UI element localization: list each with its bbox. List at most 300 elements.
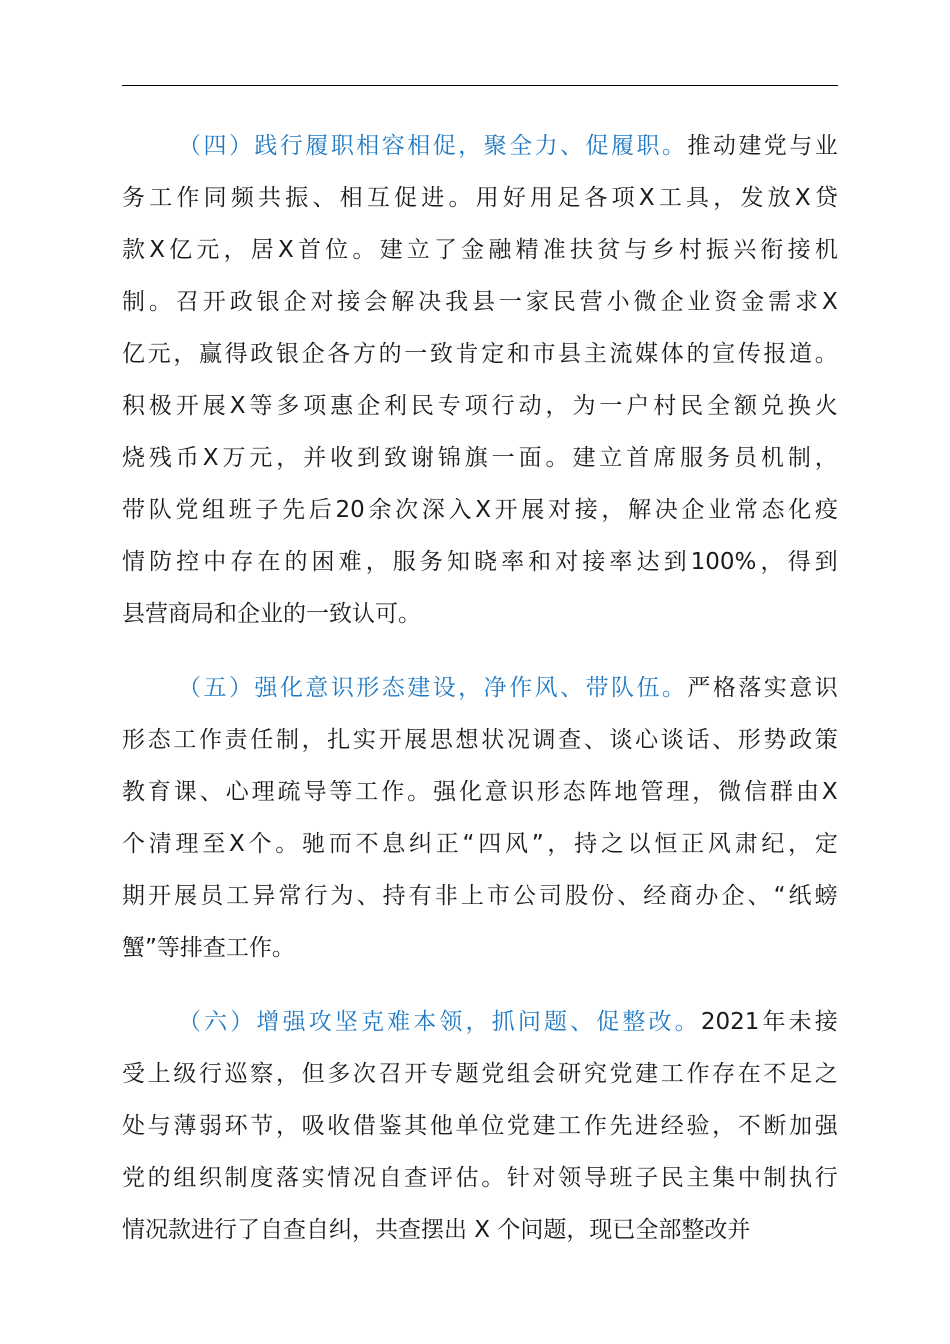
body-glyph: 民: [552, 289, 576, 315]
body-glyph: 乡: [651, 237, 675, 263]
body-glyph: 势: [763, 727, 787, 753]
section-heading-glyph: 识: [330, 675, 354, 701]
body-glyph: 存: [230, 549, 254, 575]
section-heading-glyph: 态: [381, 675, 405, 701]
section-heading-glyph: 意: [305, 675, 329, 701]
body-glyph: 困: [311, 549, 335, 575]
body-glyph: 企: [283, 289, 307, 315]
body-glyph: 。: [448, 185, 472, 211]
body-glyph: 四: [478, 831, 502, 857]
section-heading-glyph: 本: [413, 1009, 437, 1035]
body-glyph: 、: [199, 779, 223, 805]
body-glyph: 体: [660, 341, 684, 367]
body-glyph: 工: [355, 779, 379, 805]
body-glyph: 开: [148, 883, 172, 909]
body-glyph: 但: [301, 1061, 325, 1087]
section-heading-glyph: ）: [230, 1009, 254, 1035]
body-glyph: 队: [148, 497, 172, 523]
body-glyph: 子: [635, 1165, 659, 1191]
body-glyph: 他: [429, 1113, 453, 1139]
body-glyph: 各: [584, 185, 608, 211]
section-heading-glyph: 坚: [334, 1009, 358, 1035]
body-glyph: 亿: [169, 237, 193, 263]
section-heading-glyph: 问: [517, 1009, 541, 1035]
paragraph-first-line: [122, 996, 838, 1048]
body-glyph: 清: [148, 831, 172, 857]
body-glyph: 共: [258, 185, 282, 211]
body-glyph: 先: [609, 1113, 633, 1139]
body-glyph: 企: [357, 393, 381, 419]
section-heading-glyph: （: [178, 133, 201, 159]
body-glyph: X: [638, 185, 655, 211]
paragraph-line: [122, 484, 838, 536]
paragraph-line: [122, 714, 838, 766]
body-glyph: 接: [787, 237, 811, 263]
body-glyph: 建: [379, 237, 403, 263]
body-glyph: 加: [789, 1113, 813, 1139]
body-glyph: 村: [678, 237, 702, 263]
body-glyph: 扶: [569, 237, 593, 263]
body-glyph: 党: [122, 1165, 145, 1191]
body-glyph: 媒: [635, 341, 659, 367]
body-glyph: 动: [518, 393, 542, 419]
section-heading-glyph: 全: [509, 133, 533, 159]
body-glyph: 建: [738, 133, 762, 159]
body-glyph: 务: [122, 185, 145, 211]
body-glyph: 工: [660, 1061, 684, 1087]
body-glyph: 话: [686, 727, 710, 753]
body-glyph: X: [149, 237, 165, 263]
section-heading-glyph: 促: [596, 1009, 620, 1035]
body-glyph: 查: [558, 727, 582, 753]
body-glyph: 组: [202, 497, 226, 523]
body-glyph: 态: [562, 779, 586, 805]
body-glyph: 元: [249, 445, 273, 471]
body-glyph: 意: [789, 675, 813, 701]
body-glyph: 银: [275, 341, 299, 367]
body-glyph: 发: [740, 185, 764, 211]
body-glyph: 与: [624, 237, 648, 263]
body-glyph: 、: [712, 727, 736, 753]
body-glyph: 上: [460, 883, 484, 909]
paragraph-line: [122, 818, 838, 870]
body-glyph: ，: [788, 831, 812, 857]
body-glyph: 对: [532, 1165, 556, 1191]
body-glyph: 防: [149, 549, 173, 575]
body-glyph: 察: [250, 1061, 274, 1087]
paragraph-gap: [122, 640, 838, 662]
body-glyph: 制: [275, 727, 299, 753]
body-glyph: 兴: [733, 237, 757, 263]
body-glyph: 锦: [437, 445, 461, 471]
body-glyph: 、: [617, 883, 641, 909]
body-glyph: 单: [455, 1113, 479, 1139]
body-glyph: 工: [226, 883, 250, 909]
body-glyph: 频: [230, 185, 254, 211]
body-glyph: 强: [433, 779, 457, 805]
body-glyph: 金: [741, 289, 765, 315]
section-heading-glyph: 力: [534, 133, 558, 159]
body-glyph: 对: [555, 549, 579, 575]
body-glyph: 宣: [712, 341, 736, 367]
body-glyph: 以: [627, 831, 651, 857]
body-glyph: 余: [368, 497, 392, 523]
body-glyph: 解: [391, 289, 415, 315]
paragraph-line: [122, 588, 838, 640]
body-glyph: 执: [789, 1165, 813, 1191]
body-glyph: 工: [149, 185, 173, 211]
body-glyph: 控: [176, 549, 200, 575]
body-glyph: 受: [122, 1061, 145, 1087]
body-glyph: 形: [122, 727, 145, 753]
section-heading-glyph: 攻: [308, 1009, 332, 1035]
body-glyph: 企: [721, 883, 745, 909]
body-glyph: 了: [433, 237, 457, 263]
body-glyph: 市: [532, 341, 556, 367]
body-glyph: 恒: [654, 831, 678, 857]
body-glyph: 查: [404, 1165, 428, 1191]
body-glyph: 其: [404, 1113, 428, 1139]
section-heading-glyph: 领: [439, 1009, 463, 1035]
body-glyph: 行: [491, 393, 515, 419]
section-heading-glyph: 化: [279, 675, 303, 701]
body-glyph: 导: [583, 1165, 607, 1191]
body-glyph: 好: [502, 185, 526, 211]
body-glyph: 会: [364, 289, 388, 315]
body-glyph: 员: [200, 883, 224, 909]
body-glyph: 情: [122, 549, 145, 575]
body-glyph: 党: [481, 1061, 505, 1087]
body-glyph: 政: [789, 727, 813, 753]
body-glyph: 吸: [301, 1113, 325, 1139]
section-heading-glyph: 整: [622, 1009, 646, 1035]
body-glyph: 化: [458, 779, 482, 805]
section-heading-glyph: 履: [305, 133, 329, 159]
body-glyph: 首: [297, 237, 321, 263]
paragraph-five: [122, 662, 838, 974]
body-glyph: 服: [392, 549, 416, 575]
body-glyph: 不: [763, 1061, 787, 1087]
body-glyph: 在: [737, 1061, 761, 1087]
body-glyph: 评: [429, 1165, 453, 1191]
section-heading-glyph: ，: [458, 675, 482, 701]
body-glyph: 化: [788, 497, 812, 523]
body-glyph: 制: [763, 1165, 787, 1191]
body-glyph: 开: [404, 1061, 428, 1087]
body-glyph: 识: [814, 675, 838, 701]
body-glyph: 达: [636, 549, 660, 575]
body-glyph: 肯: [455, 341, 479, 367]
body-glyph: 格: [712, 675, 736, 701]
body-glyph: 接: [582, 549, 606, 575]
body-glyph: 具: [686, 185, 710, 211]
body-glyph: 兑: [760, 393, 784, 419]
body-glyph: 对: [548, 497, 572, 523]
body-glyph: 衔: [760, 237, 784, 263]
body-glyph: 流: [609, 341, 633, 367]
header-rule: [122, 85, 838, 86]
section-heading-glyph: 难: [387, 1009, 411, 1035]
body-glyph: 疫: [814, 497, 838, 523]
body-glyph: 首: [626, 445, 650, 471]
body-glyph: 位: [325, 237, 349, 263]
body-glyph: 户: [626, 393, 650, 419]
body-glyph: 率: [501, 549, 525, 575]
body-glyph: 风: [504, 831, 528, 857]
body-glyph: 款: [122, 237, 145, 263]
body-glyph: 定: [481, 341, 505, 367]
body-glyph: 旗: [464, 445, 488, 471]
paragraph-line: [122, 380, 838, 432]
section-heading-glyph: 带: [585, 675, 609, 701]
body-glyph: 资: [714, 289, 738, 315]
body-glyph: ，: [223, 237, 247, 263]
body-glyph: 建: [635, 1061, 659, 1087]
body-glyph: 借: [352, 1113, 376, 1139]
body-glyph: 中: [737, 1165, 761, 1191]
body-glyph: 定: [814, 831, 838, 857]
body-glyph: 一: [404, 341, 428, 367]
body-glyph: 到: [663, 549, 687, 575]
body-glyph: 形: [536, 779, 560, 805]
paragraph-line: [122, 1100, 838, 1152]
body-glyph: 到: [357, 445, 381, 471]
body-glyph: 2021: [700, 1009, 760, 1035]
paragraph-first-line: [122, 662, 838, 714]
body-glyph: 验: [686, 1113, 710, 1139]
body-glyph: 、: [312, 185, 336, 211]
body-glyph: ”: [531, 831, 544, 857]
body-glyph: 行: [198, 1061, 222, 1087]
body-glyph: 行: [814, 1165, 838, 1191]
body-glyph: 司: [539, 883, 562, 909]
body-glyph: 业: [708, 497, 732, 523]
body-glyph: 进: [421, 185, 445, 211]
body-glyph: 推: [687, 133, 711, 159]
body-glyph: 非: [434, 883, 458, 909]
body-glyph: 振: [285, 185, 309, 211]
body-glyph: 建: [532, 1113, 556, 1139]
body-glyph: 。: [352, 237, 376, 263]
section-heading-glyph: 职: [636, 133, 660, 159]
body-glyph: 企: [660, 289, 684, 315]
body-glyph: 先: [282, 497, 306, 523]
body-glyph: 需: [768, 289, 792, 315]
body-glyph: 弱: [198, 1113, 222, 1139]
body-glyph: 接: [574, 497, 598, 523]
body-glyph: 到: [814, 549, 838, 575]
body-glyph: 建: [572, 445, 596, 471]
body-glyph: 一: [491, 445, 515, 471]
body-glyph: 经: [643, 883, 667, 909]
section-heading-glyph: 促: [585, 133, 609, 159]
body-glyph: 导: [303, 779, 327, 805]
body-glyph: 政: [229, 289, 253, 315]
body-glyph: 展: [174, 883, 198, 909]
body-glyph: 作: [686, 1061, 710, 1087]
body-glyph: 亿: [122, 341, 145, 367]
body-glyph: 实: [352, 727, 376, 753]
body-glyph: 服: [680, 445, 704, 471]
body-glyph: 状: [481, 727, 505, 753]
body-glyph: 常: [734, 497, 758, 523]
body-glyph: 惠: [330, 393, 354, 419]
body-glyph: 之: [814, 1061, 838, 1087]
body-glyph: 精: [515, 237, 539, 263]
body-glyph: 党: [175, 497, 199, 523]
body-glyph: 责: [224, 727, 248, 753]
body-glyph: 立: [406, 237, 430, 263]
body-glyph: 主: [686, 1165, 710, 1191]
body-glyph: 项: [303, 393, 327, 419]
paragraph-four: [122, 120, 838, 640]
body-glyph: 群: [770, 779, 794, 805]
body-glyph: 工: [558, 1113, 582, 1139]
body-glyph: 针: [506, 1165, 530, 1191]
body-glyph: 。: [148, 289, 172, 315]
body-glyph: 务: [419, 549, 443, 575]
body-glyph: 育: [147, 779, 171, 805]
section-heading-glyph: 题: [543, 1009, 567, 1035]
body-glyph: 薄: [173, 1113, 197, 1139]
section-heading-glyph: 改: [648, 1009, 672, 1035]
section-heading-glyph: 行: [279, 133, 303, 159]
body-glyph: 存: [712, 1061, 736, 1087]
body-glyph: 县: [558, 341, 582, 367]
body-glyph: X: [821, 779, 838, 805]
body-glyph: 专: [437, 393, 461, 419]
section-heading-glyph: ）: [228, 675, 252, 701]
section-heading-glyph: 、: [570, 1009, 594, 1035]
body-glyph: 营: [579, 289, 603, 315]
section-heading-glyph: ）: [228, 133, 252, 159]
body-glyph: 心: [635, 727, 659, 753]
section-heading-glyph: 抓: [491, 1009, 515, 1035]
body-glyph: 与: [147, 1113, 171, 1139]
body-glyph: 作: [583, 1113, 607, 1139]
body-glyph: 家: [525, 289, 549, 315]
body-glyph: 。: [545, 445, 569, 471]
body-glyph: 为: [330, 883, 354, 909]
body-glyph: “: [773, 883, 786, 909]
body-glyph: 度: [250, 1165, 274, 1191]
body-glyph: 市: [486, 883, 510, 909]
body-glyph: 之: [600, 831, 624, 857]
body-glyph: 意: [484, 779, 508, 805]
body-glyph: 一: [599, 393, 623, 419]
body-glyph: 谈: [609, 727, 633, 753]
body-glyph: 公: [512, 883, 536, 909]
body-glyph: 实: [301, 1165, 325, 1191]
body-glyph: ，: [692, 779, 716, 805]
body-glyph: 准: [542, 237, 566, 263]
body-glyph: 班: [609, 1165, 633, 1191]
section-heading-glyph: ，: [458, 133, 482, 159]
body-glyph: 进: [635, 1113, 659, 1139]
body-glyph: 个: [122, 831, 145, 857]
body-glyph: 晓: [474, 549, 498, 575]
body-glyph: 持: [382, 883, 406, 909]
body-glyph: 纪: [761, 831, 785, 857]
body-glyph: ，: [547, 831, 571, 857]
body-glyph: 业: [814, 133, 838, 159]
body-glyph: 次: [395, 497, 419, 523]
body-glyph: 20: [335, 497, 365, 523]
body-glyph: 等: [249, 393, 273, 419]
body-glyph: ，: [712, 1113, 736, 1139]
body-glyph: 扎: [327, 727, 351, 753]
body-glyph: 项: [611, 185, 635, 211]
body-glyph: 作: [381, 779, 405, 805]
body-glyph: 务: [707, 445, 731, 471]
body-glyph: 决: [418, 289, 442, 315]
body-glyph: 驰: [302, 831, 326, 857]
section-heading-glyph: （: [178, 1009, 201, 1035]
body-glyph: 在: [257, 549, 281, 575]
body-glyph: ，: [713, 185, 737, 211]
body-glyph: 行: [304, 883, 328, 909]
body-glyph: 贫: [597, 237, 621, 263]
paragraph-line: [122, 328, 838, 380]
body-glyph: 火: [814, 393, 838, 419]
body-glyph: ，: [276, 445, 300, 471]
body-glyph: 席: [653, 445, 677, 471]
body-glyph: 互: [366, 185, 390, 211]
body-glyph: 微: [633, 289, 657, 315]
body-glyph: 肃: [734, 831, 758, 857]
body-glyph: 并: [303, 445, 327, 471]
body-glyph: 足: [789, 1061, 813, 1087]
body-glyph: 得: [224, 341, 248, 367]
body-glyph: X: [821, 289, 838, 315]
body-glyph: 巡: [224, 1061, 248, 1087]
body-glyph: 烧: [122, 445, 145, 471]
body-glyph: 道: [789, 341, 813, 367]
section-heading-glyph: 、: [560, 675, 584, 701]
section-heading-glyph: 风: [534, 675, 558, 701]
body-glyph: 专: [429, 1061, 453, 1087]
body-glyph: 调: [532, 727, 556, 753]
body-glyph: 思: [429, 727, 453, 753]
body-glyph: 识: [510, 779, 534, 805]
body-glyph: 贷: [814, 185, 838, 211]
paragraph-line: [122, 1204, 838, 1256]
section-heading-glyph: 五: [203, 675, 227, 701]
body-glyph: 上: [147, 1061, 171, 1087]
body-glyph: 级: [173, 1061, 197, 1087]
body-glyph: 况: [352, 1165, 376, 1191]
body-glyph: 正: [435, 831, 459, 857]
paragraph-line: [122, 1048, 838, 1100]
section-heading-glyph: 强: [254, 675, 278, 701]
body-glyph: 接: [337, 289, 361, 315]
body-glyph: 机: [760, 445, 784, 471]
body-glyph: 心: [225, 779, 249, 805]
body-glyph: 严: [687, 675, 711, 701]
section-heading-glyph: 队: [610, 675, 634, 701]
section-heading-glyph: 。: [661, 675, 685, 701]
body-glyph: 收: [330, 445, 354, 471]
body-glyph: ，: [173, 341, 197, 367]
body-glyph: 难: [338, 549, 362, 575]
body-glyph: 持: [574, 831, 598, 857]
body-glyph: 股: [565, 883, 589, 909]
body-glyph: 和: [528, 549, 552, 575]
body-glyph: 年: [762, 1009, 786, 1035]
body-glyph: 收: [327, 1113, 351, 1139]
body-glyph: 方: [352, 341, 376, 367]
body-glyph: 后: [308, 497, 332, 523]
